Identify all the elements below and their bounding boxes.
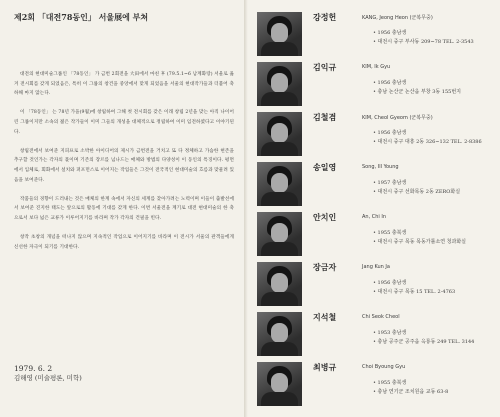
artist-name-english: Choi Byoung Gyu — [362, 364, 406, 370]
artist-name-english: KIM, Ik Gyu — [362, 64, 391, 70]
artist-address: • 충남 논산군 논산읍 부창 3동 155번지 — [373, 89, 462, 95]
artist-birth: • 1956 충남생 — [373, 130, 407, 136]
artist-photo — [257, 212, 302, 256]
artist-name-english: Chi Seok Cheol — [362, 314, 400, 320]
essay-author: 김해영 (미술평론, 미학) — [14, 374, 82, 382]
artist-birth: • 1953 충남생 — [373, 330, 407, 336]
artist-entry — [255, 62, 495, 108]
artist-entry — [255, 162, 495, 208]
artist-entry — [255, 212, 495, 258]
artist-birth: • 1956 충남생 — [373, 30, 407, 36]
artist-photo — [257, 112, 302, 156]
artist-name-english: Song, Ill Young — [362, 164, 399, 170]
artist-photo — [257, 312, 302, 356]
essay-paragraph: 창작 초창의 개념을 떠나지 않으며 지속적인 작업으로 이어지기를 바라며 이 전시가 서울의 관객들에게 신선한 자극이 되기를 기대한다. — [14, 235, 234, 250]
essay-paragraph: 창립전에서 보여준 지피프로 소박한 아이디어의 제시가 금번전을 거치고 또 다 정체하고 가슴한 현존을 추구할 것인가는 각자의 몫이며 기존의 장르를 넘나드는 매체와 방법의 다양성이 이 동인의 특징이다. 평면에서 입체로, 회화에서 설치와 퍼포먼스로 이어지는 작업들은 그것이 전국적인 현대미술의 흐름과 맞물려 있음을 보여준다. — [14, 148, 234, 183]
artist-name-korean: 지석철 — [313, 312, 337, 322]
artist-photo — [257, 12, 302, 56]
artist-address: • 충남 연기군 조치원읍 교동 63-8 — [373, 389, 449, 395]
artist-name-korean: 최병규 — [313, 362, 337, 372]
artist-photo — [257, 362, 302, 406]
essay-paragraph: 작품들의 경향이 드러내는 것은 매체의 한계 속에서 자신의 세계를 찾아가려는 노력이며 이들이 출발선에서 보여준 진지한 태도는 앞으로의 활동에 기대를 갖게 한다. 이번 서울전을 계기로 대전 현대미술의 한 축으로서 보다 넓은 교류가 이루어지기를 바라며 작가 각자의 건필을 빈다. — [14, 196, 234, 221]
artist-name-korean: 안치인 — [313, 212, 337, 222]
artist-address: • 대전시 중구 대흥 2동 326~132 TEL. 2-8386 — [373, 139, 482, 145]
artist-birth: • 1956 충남생 — [373, 80, 407, 86]
artist-address: • 대전시 중구 목동 15 TEL. 2-4763 — [373, 289, 456, 295]
artist-photo — [257, 162, 302, 206]
artist-birth: • 1957 충남생 — [373, 180, 407, 186]
artist-address: • 대전시 중구 선화목동 2동 ZERO화실 — [373, 189, 461, 195]
artist-name-korean: 강정헌 — [313, 12, 337, 22]
artist-name-korean: 송일영 — [313, 162, 337, 172]
artist-entry — [255, 362, 495, 408]
artist-name-korean: 김익규 — [313, 62, 337, 72]
left-page — [0, 0, 244, 417]
artist-entry — [255, 312, 495, 358]
artist-birth: • 1955 충북생 — [373, 380, 407, 386]
essay — [14, 70, 234, 262]
artist-address: • 충남 공주군 공주읍 옥룡동 249 TEL. 3144 — [373, 339, 475, 345]
artist-entry — [255, 112, 495, 158]
artist-name-korean: 장금자 — [313, 262, 337, 272]
artist-name-english: An, Chi In — [362, 214, 387, 220]
page-title: 제2회 「대전78동인」 서울展에 부쳐 — [14, 12, 149, 22]
artist-address: • 대전시 중구 목동 목동가톨소연 청과화실 — [373, 239, 467, 245]
artist-entry — [255, 262, 495, 308]
artist-birth: • 1955 충북생 — [373, 230, 407, 236]
artist-address: • 대전시 중구 부사동 209~78 TEL. 2-3543 — [373, 39, 474, 45]
artist-name-english: KANG, Jeong Heon (군복무중) — [362, 15, 433, 21]
artist-name-korean: 김철겸 — [313, 112, 337, 122]
artist-entry — [255, 12, 495, 58]
essay-paragraph: 이 「78동인」 는 78년 가을(9월)에 창립하여 그해 첫 전시회를 갖은 이래 창립 2년을 맞는 아직 나이어린 그룹이지만 소속의 젊은 작가들이 이미 그들의 개성을 대체적으로 정립하여 이미 임전하였다고 이야기된다. — [14, 110, 234, 135]
artist-photo — [257, 262, 302, 306]
essay-date: 1979. 6. 2 — [14, 364, 53, 373]
artist-name-english: KIM, Cheol Gyeom (군복무중) — [362, 115, 433, 121]
artist-birth: • 1956 충남생 — [373, 280, 407, 286]
artist-photo — [257, 62, 302, 106]
essay-paragraph: 대전의 현대미술그룹인 「78동인」 가 금번 2회전을 大田에서 마친 후 (79.5.1~6 남계화랑) 서울로 옮겨 전시회를 갖게 되었음은, 특히 이 그룹의 창건을 중앙에서 맞게 되었음을 서울의 현대작가들과 더불어 축하해 마지 않는다. — [14, 72, 234, 97]
artist-name-english: Jang Kun Ja — [362, 264, 390, 270]
